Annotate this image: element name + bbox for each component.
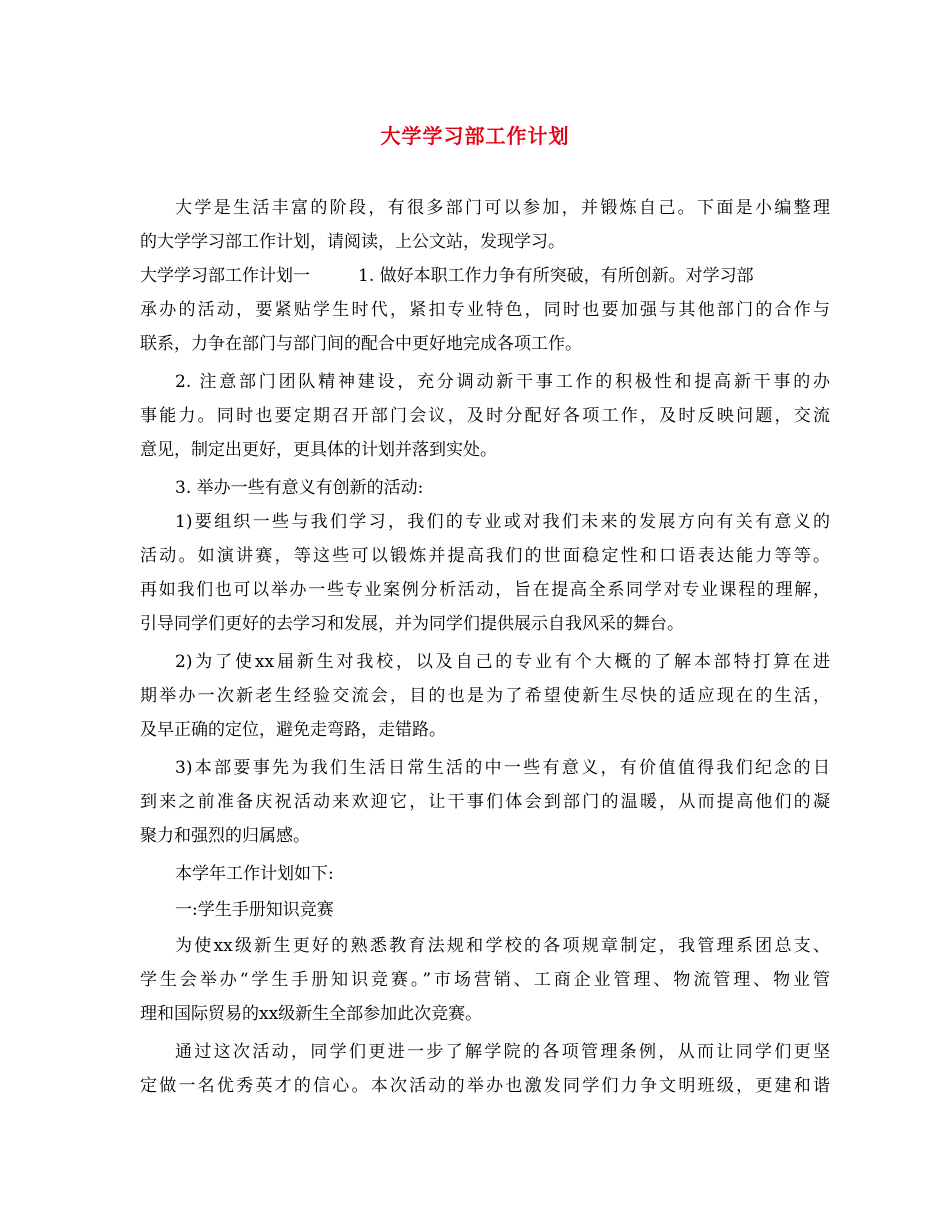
paragraph-line xyxy=(140,259,830,293)
paragraph-line: 的大学学习部工作计划，请阅读，上公文站，发现学习。 xyxy=(140,232,565,252)
paragraph-line: 期举办一次新老生经验交流会，目的也是为了希望使新生尽快的适应现在的生活， xyxy=(140,686,830,706)
paragraph-line: 意见，制定出更好，更具体的计划并落到实处。 xyxy=(140,440,497,460)
paragraph-line: 学生会举办“学生手册知识竞赛。”市场营销、工商企业管理、物流管理、物业管 xyxy=(140,970,830,990)
paragraph-line: 聚力和强烈的归属感。 xyxy=(140,826,310,846)
paragraph-line: 2)为了使xx届新生对我校，以及自己的专业有个大概的了解本部特打算在进 xyxy=(175,652,830,672)
paragraph-line: 及早正确的定位，避免走弯路，走错路。 xyxy=(140,720,446,740)
paragraph-line: 事能力。同时也要定期召开部门会议，及时分配好各项工作，及时反映问题，交流 xyxy=(140,406,830,426)
paragraph-line: 3)本部要事先为我们生活日常生活的中一些有意义，有价值值得我们纪念的日 xyxy=(175,758,830,778)
paragraph-line: 联系，力争在部门与部门间的配合中更好地完成各项工作。 xyxy=(140,334,582,354)
paragraph-line: 通过这次活动，同学们更进一步了解学院的各项管理条例，从而让同学们更坚 xyxy=(175,1042,830,1062)
paragraph-line: 理和国际贸易的xx级新生全部参加此次竞赛。 xyxy=(140,1004,483,1024)
paragraph-line: 再如我们也可以举办一些专业案例分析活动，旨在提高全系同学对专业课程的理解， xyxy=(140,580,830,600)
paragraph-line: 活动。如演讲赛，等这些可以锻炼并提高我们的世面稳定性和口语表达能力等等。 xyxy=(140,546,830,566)
paragraph-line: 为使xx级新生更好的熟悉教育法规和学校的各项规章制定，我管理系团总支、 xyxy=(175,936,830,956)
paragraph-line: 1)要组织一些与我们学习，我们的专业或对我们未来的发展方向有关有意义的 xyxy=(175,512,830,532)
paragraph-line: 大学是生活丰富的阶段，有很多部门可以参加，并锻炼自己。下面是小编整理 xyxy=(175,198,830,218)
paragraph-line: 本学年工作计划如下: xyxy=(175,864,334,884)
document-title: 大学学习部工作计划 xyxy=(380,124,570,148)
paragraph-line: 2. 注意部门团队精神建设，充分调动新干事工作的积极性和提高新干事的办 xyxy=(175,372,830,392)
paragraph-line: 引导同学们更好的去学习和发展，并为同学们提供展示自我风采的舞台。 xyxy=(140,614,684,634)
section-heading: 一:学生手册知识竞赛 xyxy=(175,900,334,920)
section-heading: 大学学习部工作计划一 xyxy=(140,266,310,286)
paragraph-line: 承办的活动，要紧贴学生时代，紧扣专业特色，同时也要加强与其他部门的合作与 xyxy=(140,300,830,320)
paragraph-text: 1. 做好本职工作力争有所突破，有所创新。对学习部 xyxy=(358,266,754,286)
paragraph-line: 定做一名优秀英才的信心。本次活动的举办也激发同学们力争文明班级，更建和谐 xyxy=(140,1076,830,1096)
paragraph-line: 3. 举办一些有意义有创新的活动: xyxy=(175,478,424,498)
paragraph-line: 到来之前准备庆祝活动来欢迎它，让干事们体会到部门的温暖，从而提高他们的凝 xyxy=(140,792,830,812)
